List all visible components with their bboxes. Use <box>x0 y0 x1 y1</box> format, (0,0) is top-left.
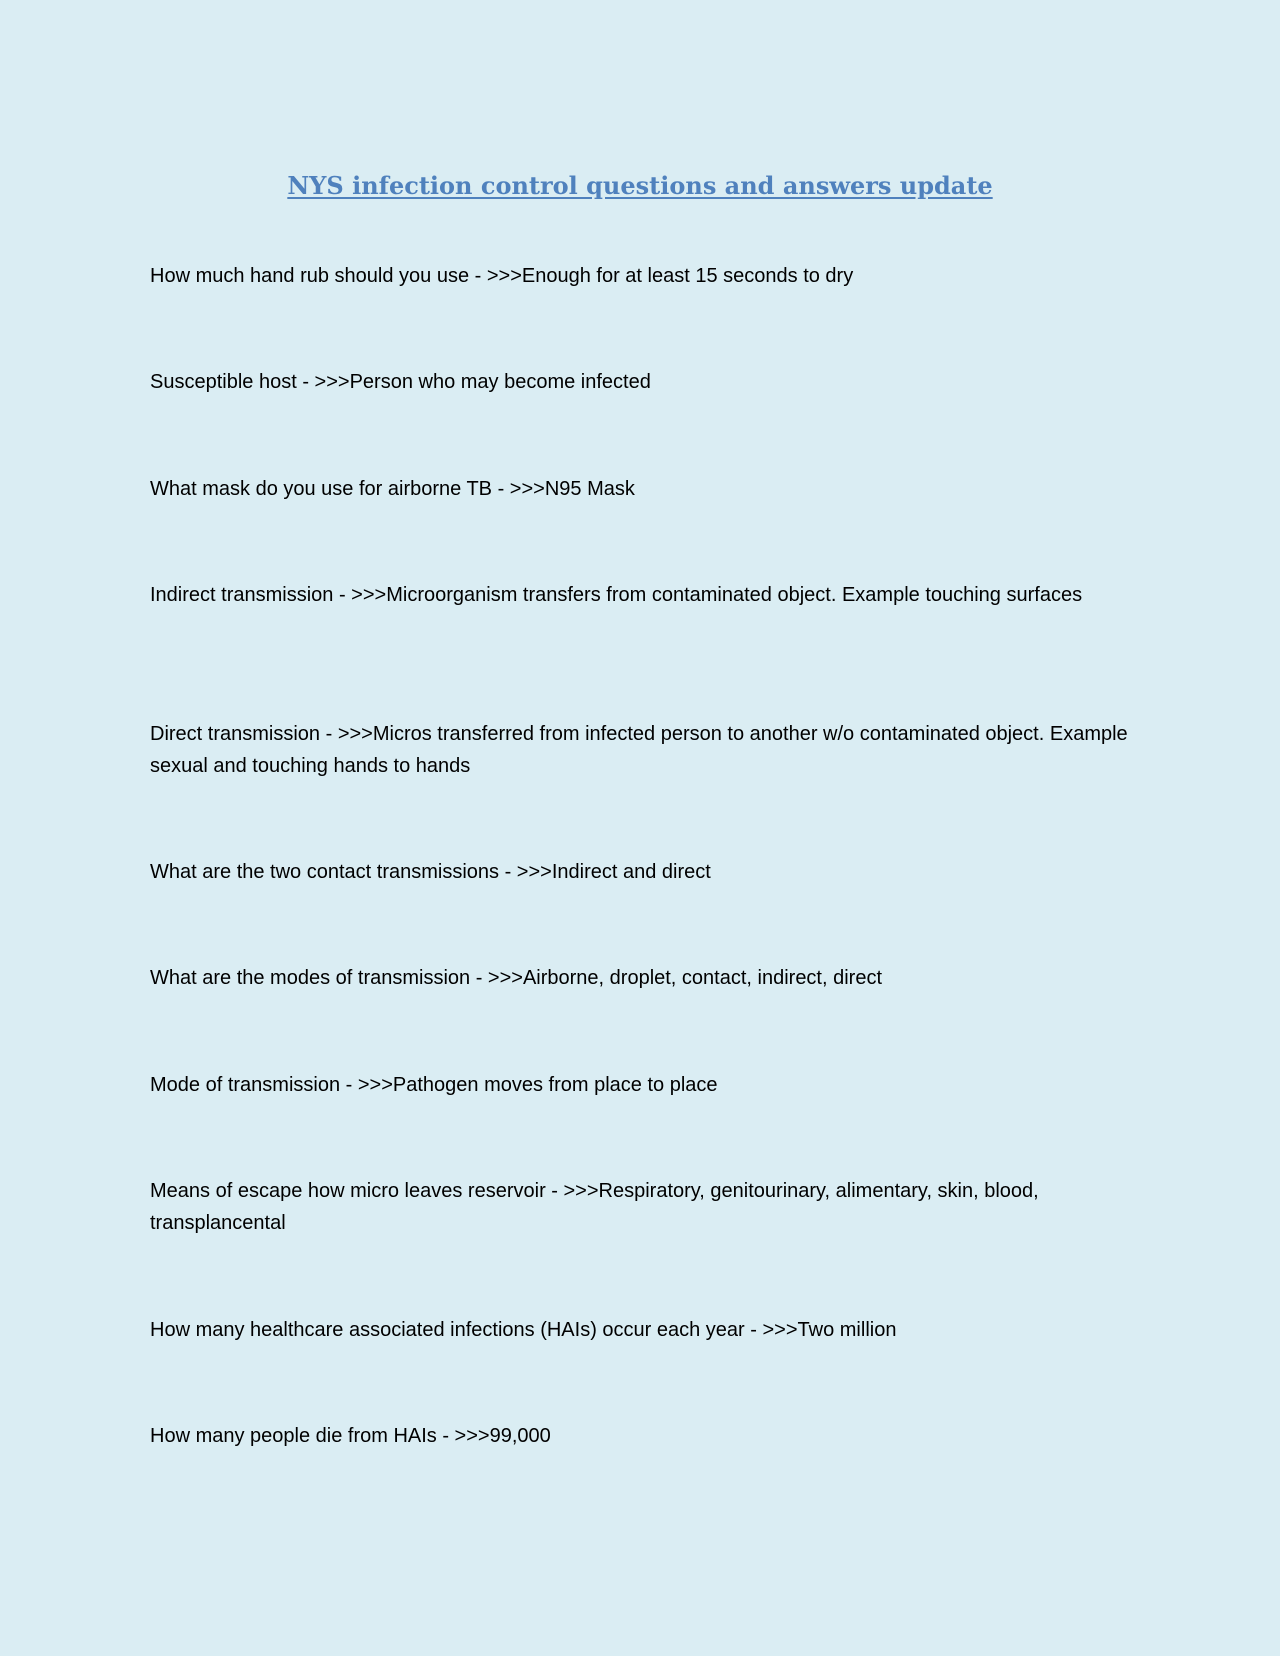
qa-item-means-of-escape: Means of escape how micro leaves reservoir - >>>Respiratory, genitourinary, alimentary, skin, blood, transplancental <box>150 1180 1039 1234</box>
qa-item-direct-transmission: Direct transmission - >>>Micros transferred from infected person to another w/o contaminated object. Example sexual and touching hands to hands <box>150 723 1128 777</box>
qa-item-indirect-transmission: Indirect transmission - >>>Microorganism transfers from contaminated object. Example touching surfaces <box>150 584 1083 606</box>
qa-item-hai-count: How many healthcare associated infections (HAIs) occur each year - >>>Two million <box>150 1319 897 1341</box>
qa-item-modes-of-transmission: What are the modes of transmission - >>>Airborne, droplet, contact, indirect, direct <box>150 967 883 989</box>
qa-item-susceptible-host: Susceptible host - >>>Person who may become infected <box>150 371 651 393</box>
qa-item-tb-mask: What mask do you use for airborne TB - >>>N95 Mask <box>150 478 635 500</box>
qa-item-contact-transmissions: What are the two contact transmissions - >>>Indirect and direct <box>150 861 711 883</box>
qa-item-mode-of-transmission: Mode of transmission - >>>Pathogen moves from place to place <box>150 1074 718 1096</box>
qa-item-hai-deaths: How many people die from HAIs - >>>99,000 <box>150 1425 551 1447</box>
page-title: NYS infection control questions and answers update <box>287 171 993 200</box>
qa-item-hand-rub: How much hand rub should you use - >>>Enough for at least 15 seconds to dry <box>150 265 854 287</box>
